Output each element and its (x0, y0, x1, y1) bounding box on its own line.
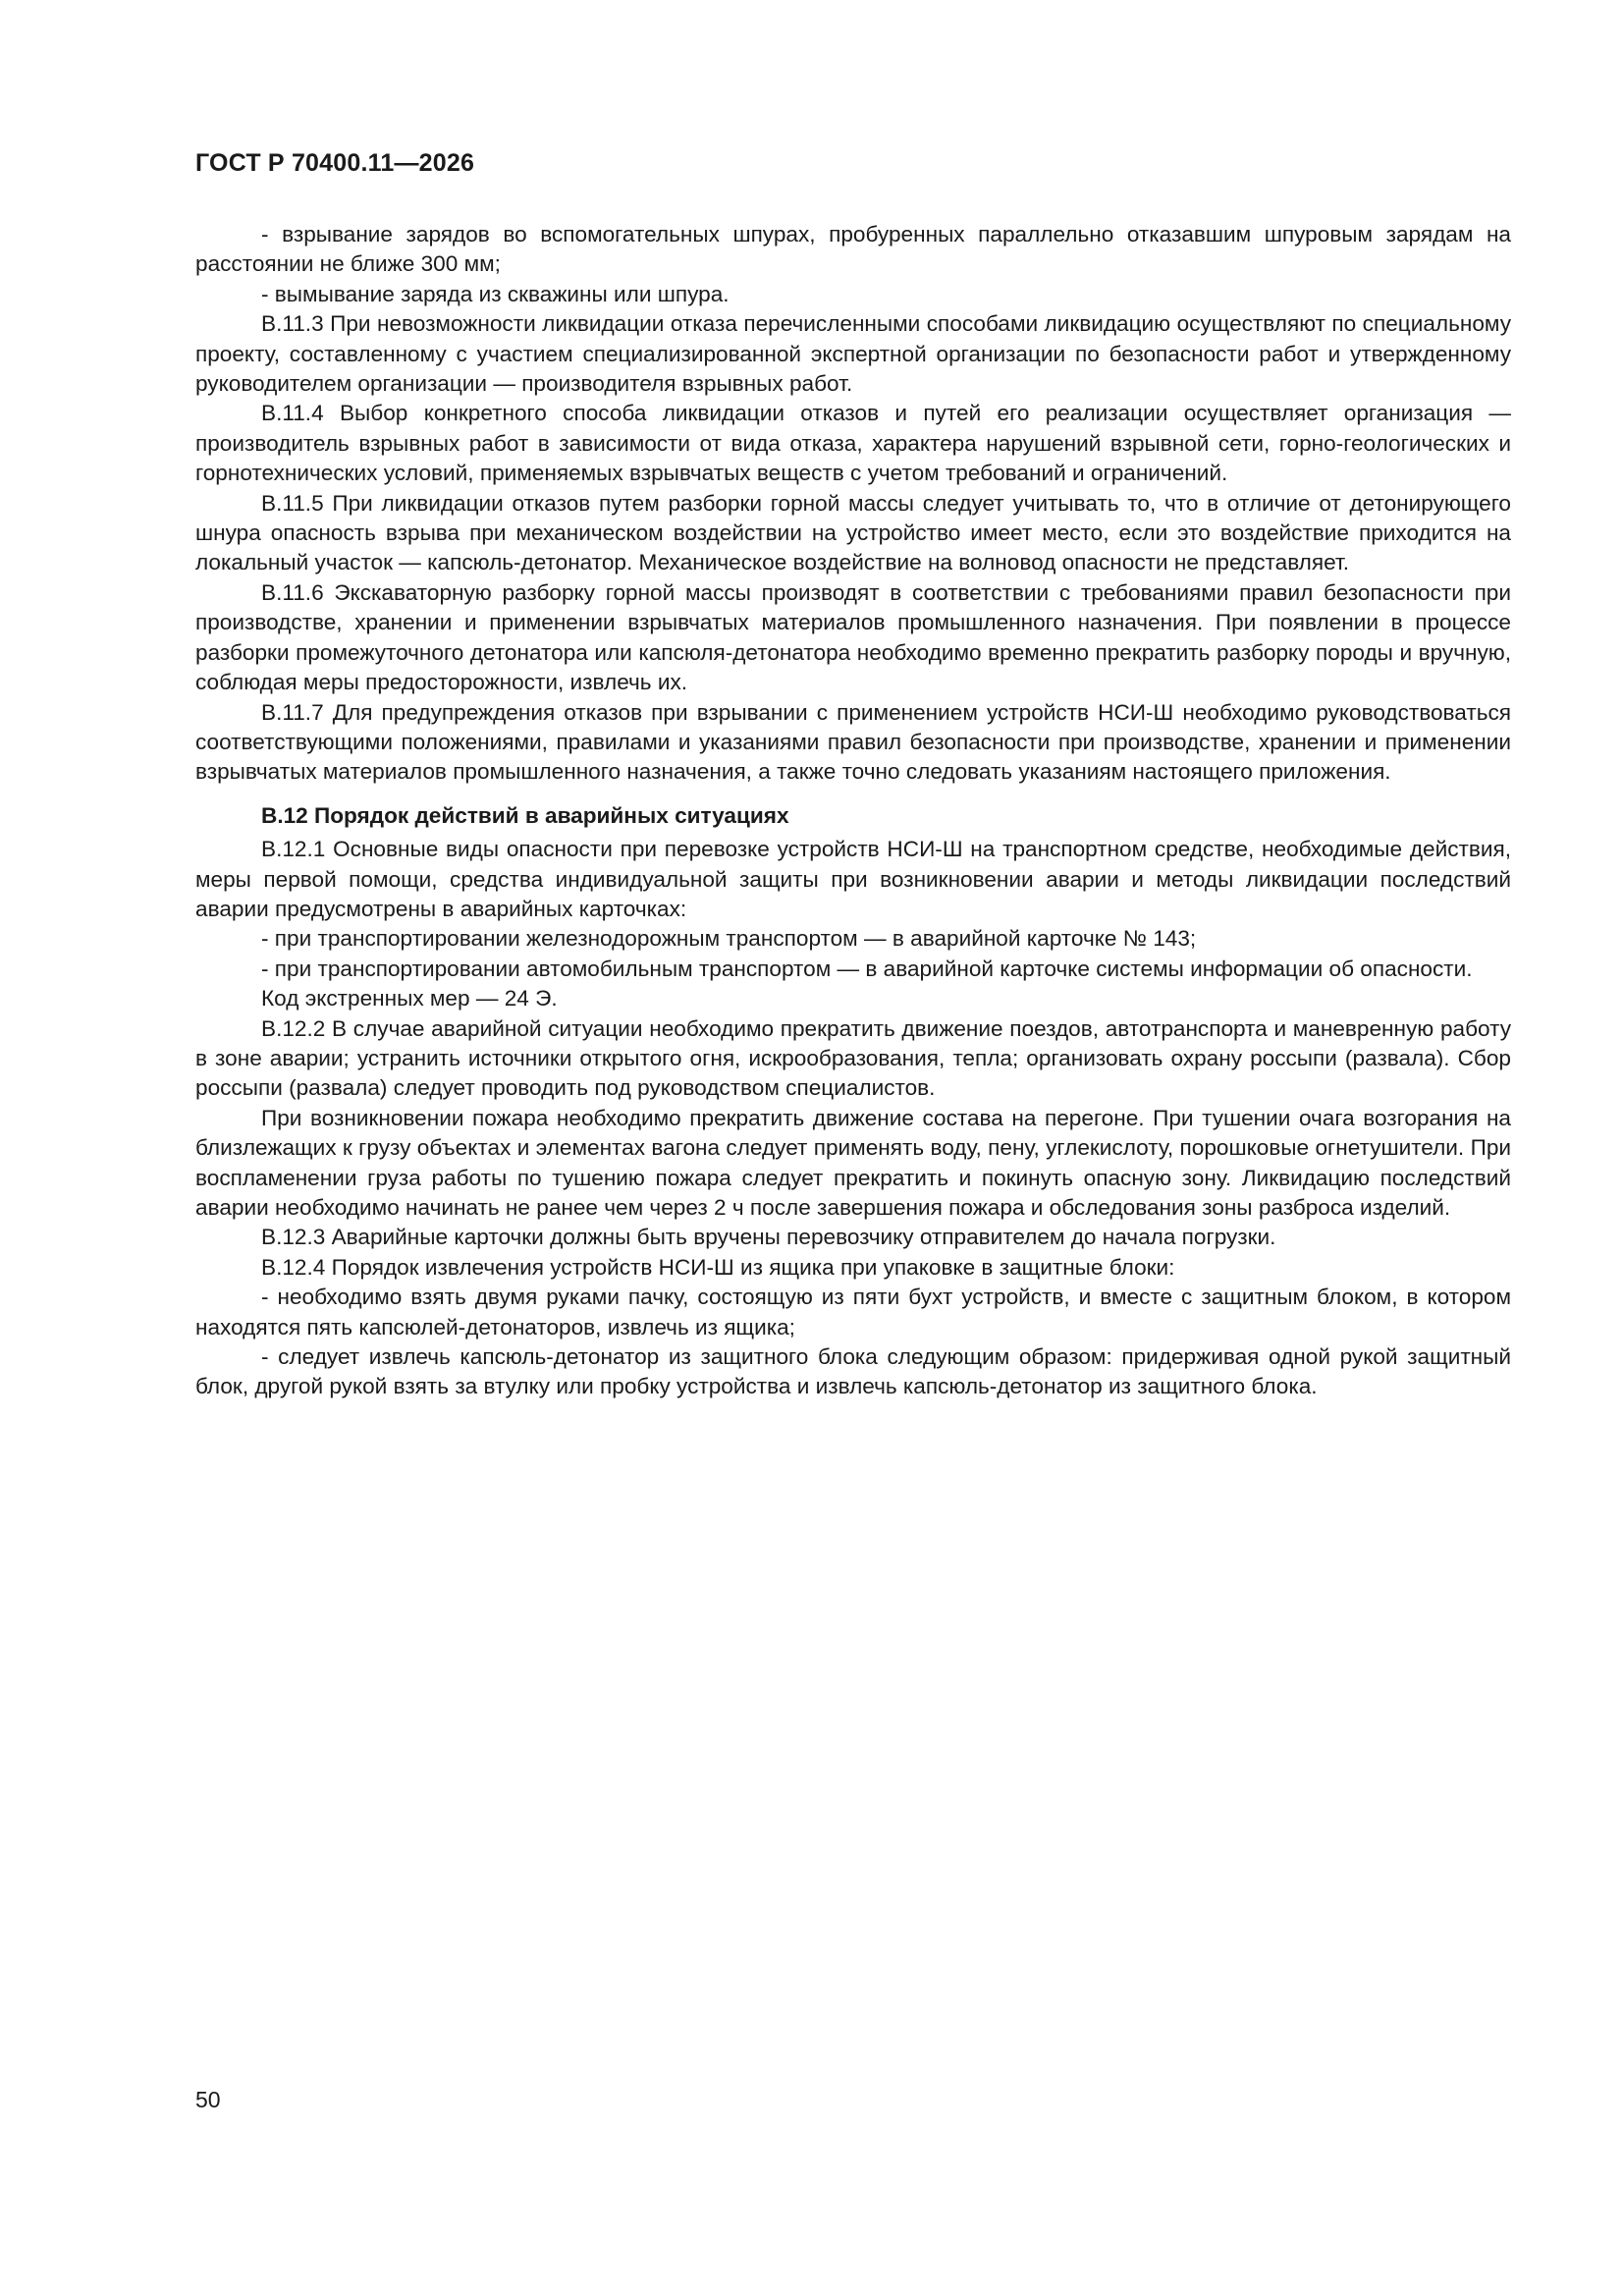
document-body (195, 220, 1511, 1402)
paragraph: В.11.4 Выбор конкретного способа ликвидации отказов и путей его реализации осуществляет организация — производитель взрывных работ в зависимости от вида отказа, характера нарушений взрывной сети, горно-геологических и горнотехнических условий, применяемых взрывчатых веществ с учетом требований и ограничений. (195, 401, 1511, 486)
paragraph: - при транспортировании автомобильным транспортом — в аварийной карточке системы информации об опасности. (261, 956, 1473, 981)
document-header: ГОСТ Р 70400.11—2026 (195, 149, 475, 177)
paragraph: - при транспортировании железнодорожным транспортом — в аварийной карточке № 143; (261, 926, 1197, 952)
section-heading: В.12 Порядок действий в аварийных ситуациях (261, 802, 789, 828)
paragraph: В.12.3 Аварийные карточки должны быть вручены перевозчику отправителем до начала погрузки. (261, 1225, 1276, 1250)
paragraph: В.11.5 При ликвидации отказов путем разборки горной массы следует учитывать то, что в отличие от детонирующего шнура опасность взрыва при механическом воздействии на устройство имеет место, если это воздействие приходится на локальный участок — капсюль-детонатор. Механическое воздействие на волновод опасности не представляет. (195, 490, 1511, 575)
paragraph: - необходимо взять двумя руками пачку, состоящую из пяти бухт устройств, и вместе с защитным блоком, в котором находятся пять капсюлей-детонаторов, извлечь из ящика; (195, 1285, 1511, 1339)
paragraph: В.12.1 Основные виды опасности при перевозке устройств НСИ-Ш на транспортном средстве, необходимые действия, меры первой помощи, средства индивидуальной защиты при возникновении аварии и методы ликвидации последствий аварии предусмотрены в аварийных карточках: (195, 837, 1511, 921)
paragraph: В.11.6 Экскаваторную разборку горной массы производят в соответствии с требованиями правил безопасности при производстве, хранении и применении взрывчатых материалов промышленного назначения. При появлении в процессе разборки промежуточного детонатора или капсюля-детонатора необходимо временно прекратить разборку породы и вручную, соблюдая меры предосторожности, извлечь их. (195, 579, 1511, 695)
paragraph: В.11.7 Для предупреждения отказов при взрывании с применением устройств НСИ-Ш необходимо руководствоваться соответствующими положениями, правилами и указаниями правил безопасности при производстве, хранении и применении взрывчатых материалов промышленного назначения, а также точно следовать указаниям настоящего приложения. (195, 699, 1511, 785)
paragraph: - следует извлечь капсюль-детонатор из защитного блока следующим образом: придерживая одной рукой защитный блок, другой рукой взять за втулку или пробку устройства и извлечь капсюль-детонатор из защитного блока. (195, 1344, 1511, 1399)
paragraph: - вымывание заряда из скважины или шпура. (261, 281, 730, 306)
paragraph: - взрывание зарядов во вспомогательных шпурах, пробуренных параллельно отказавшим шпуровым зарядам на расстоянии не ближе 300 мм; (195, 222, 1511, 277)
paragraph: В.12.4 Порядок извлечения устройств НСИ-Ш из ящика при упаковке в защитные блоки: (261, 1254, 1175, 1280)
paragraph: В.11.3 При невозможности ликвидации отказа перечисленными способами ликвидацию осуществляют по специальному проекту, составленному с участием специализированной экспертной организации по безопасности работ и утвержденному руководителем организации — производителя взрывных работ. (195, 311, 1511, 397)
page-number: 50 (195, 2087, 221, 2112)
paragraph: Код экстренных мер — 24 Э. (261, 986, 558, 1011)
paragraph: При возникновении пожара необходимо прекратить движение состава на перегоне. При тушении очага возгорания на близлежащих к грузу объектах и элементах вагона следует применять воду, пену, углекислоту, порошковые огнетушители. При воспламенении груза работы по тушению пожара следует прекратить и покинуть опасную зону. Ликвидацию последствий аварии необходимо начинать не ранее чем через 2 ч после завершения пожара и обследования зоны разброса изделий. (195, 1105, 1511, 1220)
paragraph: В.12.2 В случае аварийной ситуации необходимо прекратить движение поездов, автотранспорта и маневренную работу в зоне аварии; устранить источники открытого огня, искрообразования, тепла; организовать охрану россыпи (развала). Сбор россыпи (развала) следует проводить под руководством специалистов. (195, 1015, 1511, 1101)
